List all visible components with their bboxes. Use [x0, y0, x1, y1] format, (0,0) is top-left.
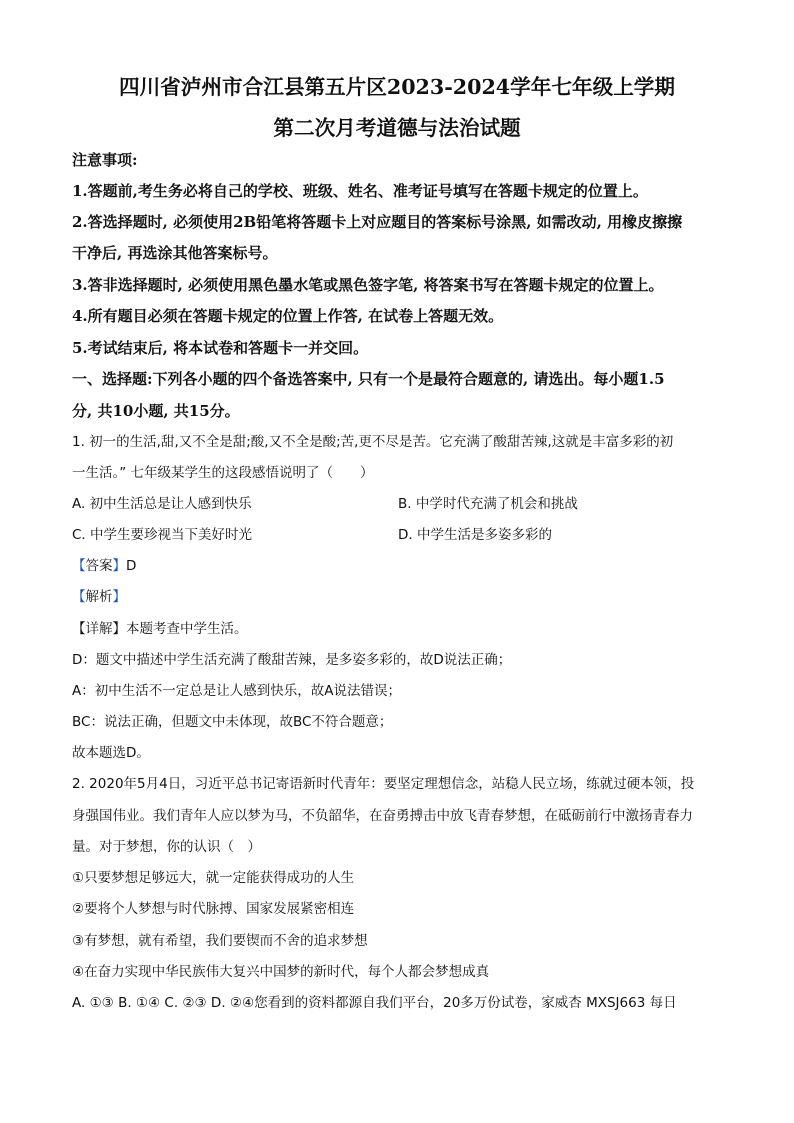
- notice-item-5: 5.考试结束后, 将本试卷和答题卡一并交回。: [72, 339, 369, 357]
- q1-explain-2: A：初中生活不一定总是让人感到快乐，故A说法错误；: [72, 683, 401, 699]
- bracket-open: 【: [72, 589, 86, 605]
- q1-option-d: D. 中学生活是多姿多彩的: [398, 527, 552, 543]
- notice-item-3: 3.答非选择题时, 必须使用黑色墨水笔或黑色签字笔, 将答案书写在答题卡规定的位置上。: [72, 276, 664, 294]
- analysis-label: 解析: [85, 589, 113, 605]
- answer-label: 答案: [85, 558, 113, 574]
- section-heading-cont: 分, 共10小题, 共15分。: [72, 402, 240, 420]
- q1-option-c: C. 中学生要珍视当下美好时光: [72, 527, 253, 543]
- answer-value: D: [126, 558, 137, 574]
- q1-detail: 【详解】本题考查中学生活。: [72, 621, 248, 637]
- q1-explain-4: 故本题选D。: [72, 745, 150, 761]
- notice-item-1: 1.答题前,考生务必将自己的学校、班级、姓名、准考证号填写在答题卡规定的位置上。: [72, 182, 648, 200]
- q2-item-3: ③有梦想，就有希望，我们要锲而不舍的追求梦想: [72, 933, 368, 949]
- page-subtitle: 第二次月考道德与法治试题: [273, 116, 521, 140]
- notice-item-2: 2.答选择题时, 必须使用2B铅笔将答题卡上对应题目的答案标号涂黑, 如需改动, 用橡皮擦擦: [72, 213, 683, 231]
- bracket-close: 】: [112, 589, 126, 605]
- q2-options: A. ①③ B. ①④ C. ②③ D. ②④您看到的资料都源自我们平台，20多万份试卷，家威杏 MXSJ663 每日: [72, 995, 677, 1011]
- q1-option-b: B. 中学时代充满了机会和挑战: [398, 496, 578, 512]
- q2-stem-3: 量。对于梦想，你的认识（ ）: [72, 839, 261, 855]
- q2-stem-2: 身强国伟业。我们青年人应以梦为马，不负韶华，在奋勇搏击中放飞青春梦想，在砥砺前行中激扬青春力: [72, 808, 693, 824]
- q2-item-1: ①只要梦想足够远大，就一定能获得成功的人生: [72, 870, 355, 886]
- q1-answer: [72, 556, 136, 576]
- q2-item-2: ②要将个人梦想与时代脉搏、国家发展紧密相连: [72, 901, 355, 917]
- bracket-close: 】: [112, 558, 126, 574]
- page-title: 四川省泸州市合江县第五片区2023-2024学年七年级上学期: [118, 75, 676, 99]
- notice-heading: 注意事项:: [72, 151, 138, 169]
- q1-explain-1: D：题文中描述中学生活充满了酸甜苦辣，是多姿多彩的，故D说法正确；: [72, 652, 512, 668]
- section-heading: 一、选择题:下列各小题的四个备选答案中, 只有一个是最符合题意的, 请选出。每小题1.5: [72, 370, 665, 388]
- q1-option-a: A. 初中生活总是让人感到快乐: [72, 496, 252, 512]
- notice-item-4: 4.所有题目必须在答题卡规定的位置上作答, 在试卷上答题无效。: [72, 307, 504, 325]
- notice-item-2-cont: 干净后, 再选涂其他答案标号。: [72, 244, 278, 262]
- q1-explain-3: BC：说法正确，但题文中未体现，故BC不符合题意；: [72, 714, 393, 730]
- q1-stem: 1. 初一的生活,甜,又不全是甜;酸,又不全是酸;苦,更不尽是苦。它充满了酸甜苦辣,这就是丰富多彩的初: [72, 434, 674, 450]
- bracket-open: 【: [72, 558, 86, 574]
- q1-analysis: [72, 587, 126, 607]
- q2-item-4: ④在奋力实现中华民族伟大复兴中国梦的新时代，每个人都会梦想成真: [72, 964, 490, 980]
- q1-stem-cont: 一生活。” 七年级某学生的这段感悟说明了（ ）: [72, 465, 374, 481]
- q2-stem-1: 2. 2020年5月4日，习近平总书记寄语新时代青年：要坚定理想信念，站稳人民立场，练就过硬本领，投: [72, 776, 695, 792]
